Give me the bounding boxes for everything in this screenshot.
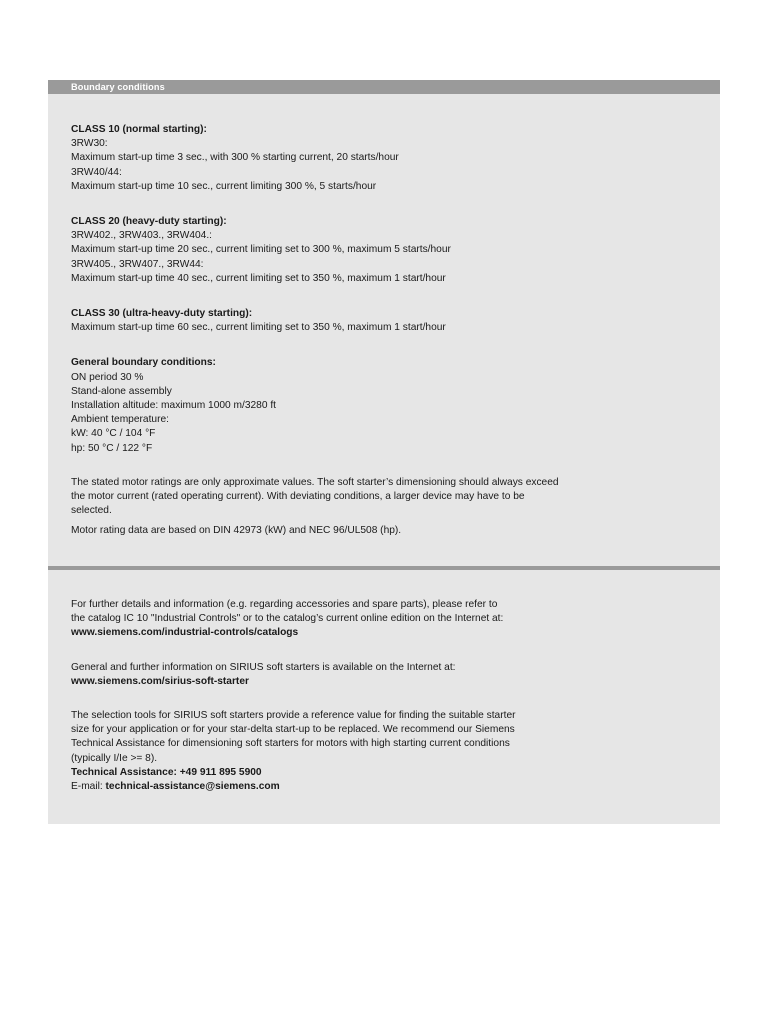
catalog-info (71, 598, 700, 641)
sirius-link[interactable]: www.siemens.com/sirius-soft-starter (71, 675, 249, 687)
selection-line: Technical Assistance for dimensioning soft starters for motors with high starting current conditions (71, 738, 510, 750)
catalog-info-line: For further details and information (e.g. regarding accessories and spare parts), please refer to (71, 599, 498, 610)
email-link[interactable]: technical-assistance@siemens.com (105, 781, 280, 793)
class10-line: Maximum start-up time 3 sec., with 300 % starting current, 20 starts/hour (71, 152, 399, 164)
selection-line: The selection tools for SIRIUS soft starters provide a reference value for finding the suitable starter (71, 710, 516, 722)
general-line: kW: 40 °C / 104 °F (71, 428, 156, 440)
sirius-info-line: General and further information on SIRIUS soft starters is available on the Internet at: (71, 661, 456, 673)
selection-info (71, 709, 700, 794)
class10-section (71, 123, 700, 194)
catalog-info-line: the catalog IC 10 "Industrial Controls" or to the catalog’s current online edition on the Internet at: (71, 613, 504, 625)
general-section (71, 356, 700, 455)
class10-line: Maximum start-up time 10 sec., current limiting 300 %, 5 starts/hour (71, 180, 377, 192)
class10-line: 3RW40/44: (71, 166, 122, 178)
note-line: selected. (71, 505, 112, 517)
note-line: The stated motor ratings are only approximate values. The soft starter’s dimensioning should always exceed (71, 476, 559, 488)
general-line: Installation altitude: maximum 1000 m/3280 ft (71, 400, 276, 412)
email-label: E-mail: (71, 781, 106, 793)
ratings-note (71, 476, 700, 519)
class20-line: Maximum start-up time 20 sec., current limiting set to 300 %, maximum 5 starts/hour (71, 244, 451, 256)
class20-line: Maximum start-up time 40 sec., current limiting set to 350 %, maximum 1 start/hour (71, 272, 446, 284)
general-line: Ambient temperature: (71, 414, 169, 426)
further-info-content (48, 598, 720, 794)
rating-basis-note (71, 524, 700, 538)
general-line: Stand-alone assembly (71, 385, 172, 397)
section-header: Boundary conditions (48, 80, 720, 94)
general-title: General boundary conditions: (71, 357, 216, 369)
class20-line: 3RW402., 3RW403., 3RW404.: (71, 230, 212, 242)
class30-section (71, 307, 700, 335)
selection-line: (typically I/Ie >= 8). (71, 752, 158, 764)
class10-title: CLASS 10 (normal starting): (71, 124, 207, 135)
boundary-conditions-panel (48, 80, 720, 566)
general-line: hp: 50 °C / 122 °F (71, 442, 153, 454)
general-line: ON period 30 % (71, 371, 144, 383)
catalog-link[interactable]: www.siemens.com/industrial-controls/catalogs (71, 627, 299, 639)
class30-line: Maximum start-up time 60 sec., current limiting set to 350 %, maximum 1 start/hour (71, 322, 446, 334)
selection-line: size for your application or for your star-delta start-up to be replaced. We recommend our Siemens (71, 724, 515, 736)
rating-basis-text: Motor rating data are based on DIN 42973 (kW) and NEC 96/UL508 (hp). (71, 525, 402, 537)
boundary-content (48, 123, 720, 539)
note-line: the motor current (rated operating current). With deviating conditions, a larger device may have to be (71, 491, 525, 503)
class20-title: CLASS 20 (heavy-duty starting): (71, 216, 227, 228)
sirius-info (71, 661, 700, 689)
class20-section (71, 215, 700, 286)
class30-title: CLASS 30 (ultra-heavy-duty starting): (71, 308, 253, 320)
further-info-panel (48, 570, 720, 824)
technical-assistance-phone: Technical Assistance: +49 911 895 5900 (71, 766, 262, 778)
class10-line: 3RW30: (71, 138, 108, 150)
email-line (71, 780, 700, 794)
class20-line: 3RW405., 3RW407., 3RW44: (71, 258, 204, 270)
